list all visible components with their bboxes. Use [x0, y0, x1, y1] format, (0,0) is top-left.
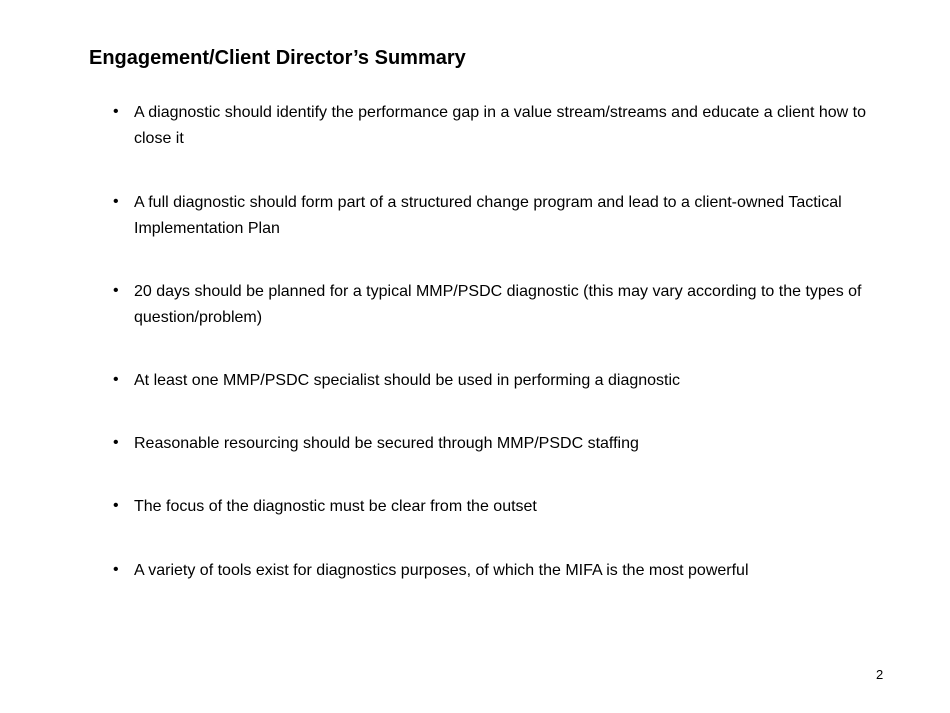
bullet-text: Reasonable resourcing should be secured through MMP/PSDC staffing: [134, 435, 639, 452]
list-item: [113, 431, 873, 457]
list-item: [113, 279, 873, 331]
bullet-dot: •: [113, 103, 119, 120]
page-number: 2: [876, 667, 884, 682]
list-item: [113, 190, 873, 242]
list-item: [113, 100, 873, 152]
page-title: Engagement/Client Director’s Summary: [89, 47, 466, 69]
bullet-dot: •: [113, 371, 119, 388]
bullet-text: A diagnostic should identify the performance gap in a value stream/streams and educate a client how to close it: [134, 104, 866, 147]
bullet-dot: •: [113, 282, 119, 299]
bullet-text: The focus of the diagnostic must be clear from the outset: [134, 498, 537, 515]
list-item: [113, 558, 873, 584]
list-item: [113, 368, 873, 394]
bullet-text: At least one MMP/PSDC specialist should be used in performing a diagnostic: [134, 372, 681, 389]
bullet-text: A variety of tools exist for diagnostics purposes, of which the MIFA is the most powerful: [134, 562, 749, 579]
bullet-dot: •: [113, 497, 119, 514]
bullet-dot: •: [113, 193, 119, 210]
bullet-dot: •: [113, 561, 119, 578]
bullet-text: A full diagnostic should form part of a structured change program and lead to a client-owned Tactical Implementation Plan: [134, 194, 842, 237]
bullet-dot: •: [113, 434, 119, 451]
bullet-text: 20 days should be planned for a typical MMP/PSDC diagnostic (this may vary according to the types of question/problem): [134, 283, 862, 326]
list-item: [113, 494, 873, 520]
